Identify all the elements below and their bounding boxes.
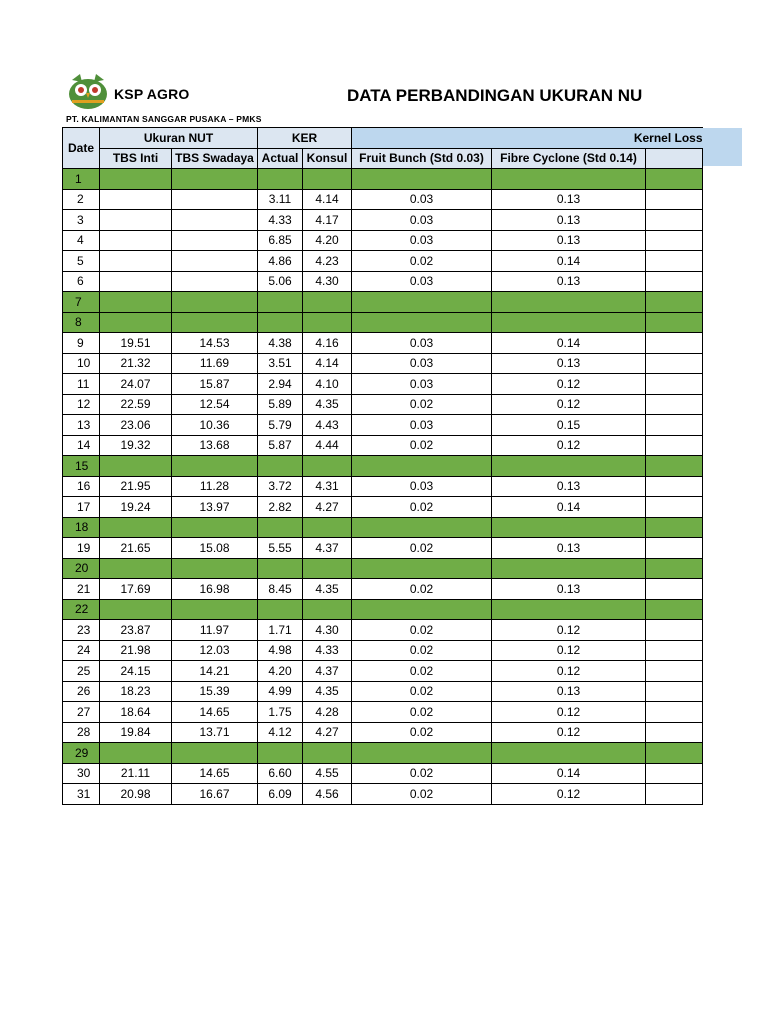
cell-fibre: [492, 517, 646, 538]
cell-swadaya: [172, 517, 258, 538]
cell-fibre: [492, 558, 646, 579]
cell-fruit: 0.02: [352, 251, 492, 272]
cell-fruit: [352, 169, 492, 190]
cell-fruit: 0.02: [352, 702, 492, 723]
table-row: [63, 169, 703, 190]
cell-swadaya: [172, 558, 258, 579]
cell-konsul: 4.27: [303, 722, 352, 743]
cell-inti: 21.11: [100, 763, 172, 784]
cell-blank: [646, 661, 703, 682]
cell-inti: 24.07: [100, 374, 172, 395]
cell-actual: 6.60: [258, 763, 303, 784]
cell-fruit: 0.02: [352, 497, 492, 518]
cell-inti: [100, 743, 172, 764]
cell-inti: 21.95: [100, 476, 172, 497]
table-row: [63, 210, 703, 231]
cell-date: 25: [63, 661, 100, 682]
cell-swadaya: 15.39: [172, 681, 258, 702]
cell-actual: [258, 456, 303, 477]
cell-actual: 5.87: [258, 435, 303, 456]
cell-fruit: [352, 312, 492, 333]
cell-konsul: [303, 517, 352, 538]
table-row: [63, 230, 703, 251]
cell-fibre: 0.13: [492, 271, 646, 292]
cell-swadaya: [172, 743, 258, 764]
cell-actual: 4.98: [258, 640, 303, 661]
header-date: Date: [63, 128, 100, 169]
cell-konsul: 4.10: [303, 374, 352, 395]
cell-inti: [100, 456, 172, 477]
cell-konsul: 4.30: [303, 620, 352, 641]
table-row: [63, 435, 703, 456]
cell-fibre: 0.12: [492, 620, 646, 641]
cell-fibre: 0.13: [492, 681, 646, 702]
cell-actual: 4.86: [258, 251, 303, 272]
header-konsul: Konsul: [303, 148, 352, 169]
cell-actual: [258, 292, 303, 313]
cell-inti: 19.51: [100, 333, 172, 354]
cell-konsul: 4.28: [303, 702, 352, 723]
cell-fruit: [352, 599, 492, 620]
cell-swadaya: 10.36: [172, 415, 258, 436]
cell-swadaya: 11.28: [172, 476, 258, 497]
table-row: [63, 415, 703, 436]
cell-fruit: [352, 517, 492, 538]
cell-fruit: 0.03: [352, 415, 492, 436]
cell-inti: [100, 599, 172, 620]
table-row: [63, 292, 703, 313]
cell-date: 10: [63, 353, 100, 374]
cell-date: 19: [63, 538, 100, 559]
cell-date: 14: [63, 435, 100, 456]
cell-konsul: [303, 599, 352, 620]
cell-swadaya: [172, 292, 258, 313]
cell-konsul: 4.20: [303, 230, 352, 251]
cell-swadaya: [172, 312, 258, 333]
table-body: [63, 169, 703, 805]
table-row: [63, 620, 703, 641]
cell-blank: [646, 271, 703, 292]
cell-date: 23: [63, 620, 100, 641]
table-row: [63, 681, 703, 702]
cell-fibre: 0.13: [492, 230, 646, 251]
cell-inti: 21.32: [100, 353, 172, 374]
cell-fruit: 0.02: [352, 784, 492, 805]
header-fruit-bunch: Fruit Bunch (Std 0.03): [352, 148, 492, 169]
cell-konsul: [303, 169, 352, 190]
cell-fibre: 0.12: [492, 640, 646, 661]
cell-fibre: 0.13: [492, 579, 646, 600]
cell-swadaya: 14.21: [172, 661, 258, 682]
cell-blank: [646, 353, 703, 374]
cell-konsul: [303, 456, 352, 477]
cell-inti: 20.98: [100, 784, 172, 805]
cell-actual: [258, 169, 303, 190]
cell-fibre: 0.12: [492, 702, 646, 723]
header-blank: [646, 148, 703, 169]
cell-actual: 4.20: [258, 661, 303, 682]
cell-actual: 4.38: [258, 333, 303, 354]
cell-actual: 1.75: [258, 702, 303, 723]
cell-fibre: 0.12: [492, 784, 646, 805]
cell-blank: [646, 435, 703, 456]
brand-name: KSP AGRO: [114, 86, 190, 102]
cell-konsul: 4.31: [303, 476, 352, 497]
cell-fruit: 0.03: [352, 230, 492, 251]
cell-konsul: 4.37: [303, 661, 352, 682]
cell-actual: 5.06: [258, 271, 303, 292]
header-kernel-loss: Kernel Loss: [352, 128, 703, 149]
cell-inti: [100, 230, 172, 251]
cell-date: 5: [63, 251, 100, 272]
cell-inti: [100, 558, 172, 579]
cell-swadaya: [172, 189, 258, 210]
cell-blank: [646, 415, 703, 436]
cell-fibre: 0.13: [492, 538, 646, 559]
cell-swadaya: [172, 271, 258, 292]
cell-konsul: 4.33: [303, 640, 352, 661]
cell-fruit: 0.03: [352, 271, 492, 292]
cell-fruit: 0.03: [352, 333, 492, 354]
cell-blank: [646, 292, 703, 313]
header-tbs-inti: TBS Inti: [100, 148, 172, 169]
table-row: [63, 763, 703, 784]
cell-fibre: 0.12: [492, 374, 646, 395]
cell-fruit: 0.02: [352, 681, 492, 702]
cell-date: 11: [63, 374, 100, 395]
cell-fruit: 0.02: [352, 579, 492, 600]
cell-date: 9: [63, 333, 100, 354]
cell-actual: 1.71: [258, 620, 303, 641]
cell-actual: 3.51: [258, 353, 303, 374]
cell-fruit: 0.02: [352, 394, 492, 415]
cell-blank: [646, 517, 703, 538]
cell-konsul: 4.27: [303, 497, 352, 518]
cell-swadaya: 11.97: [172, 620, 258, 641]
cell-actual: [258, 517, 303, 538]
table-row: [63, 784, 703, 805]
cell-fruit: 0.02: [352, 620, 492, 641]
cell-actual: 3.72: [258, 476, 303, 497]
cell-konsul: [303, 292, 352, 313]
cell-inti: [100, 517, 172, 538]
cell-swadaya: [172, 169, 258, 190]
cell-fruit: 0.02: [352, 722, 492, 743]
cell-fruit: 0.02: [352, 763, 492, 784]
table-row: [63, 558, 703, 579]
cell-blank: [646, 702, 703, 723]
cell-konsul: 4.35: [303, 579, 352, 600]
company-name: PT. KALIMANTAN SANGGAR PUSAKA – PMKS: [66, 114, 262, 124]
cell-date: 17: [63, 497, 100, 518]
cell-konsul: 4.23: [303, 251, 352, 272]
table-row: [63, 538, 703, 559]
table-row: [63, 743, 703, 764]
cell-swadaya: [172, 456, 258, 477]
cell-inti: 18.23: [100, 681, 172, 702]
cell-date: 7: [63, 292, 100, 313]
cell-swadaya: 12.54: [172, 394, 258, 415]
cell-date: 29: [63, 743, 100, 764]
cell-blank: [646, 333, 703, 354]
cell-konsul: 4.37: [303, 538, 352, 559]
cell-fibre: [492, 599, 646, 620]
cell-actual: 2.82: [258, 497, 303, 518]
table-row: [63, 456, 703, 477]
cell-fibre: 0.13: [492, 476, 646, 497]
cell-fruit: 0.02: [352, 538, 492, 559]
cell-inti: 23.06: [100, 415, 172, 436]
cell-inti: 21.65: [100, 538, 172, 559]
cell-fibre: [492, 312, 646, 333]
cell-date: 8: [63, 312, 100, 333]
cell-fruit: 0.02: [352, 435, 492, 456]
cell-blank: [646, 169, 703, 190]
cell-blank: [646, 620, 703, 641]
table-row: [63, 517, 703, 538]
cell-blank: [646, 394, 703, 415]
cell-inti: 18.64: [100, 702, 172, 723]
cell-swadaya: 14.53: [172, 333, 258, 354]
cell-konsul: 4.30: [303, 271, 352, 292]
cell-date: 15: [63, 456, 100, 477]
cell-blank: [646, 763, 703, 784]
cell-konsul: 4.14: [303, 353, 352, 374]
cell-konsul: 4.55: [303, 763, 352, 784]
cell-actual: 5.55: [258, 538, 303, 559]
cell-inti: [100, 312, 172, 333]
comparison-table: [62, 127, 703, 805]
table-row: [63, 579, 703, 600]
cell-fruit: 0.03: [352, 476, 492, 497]
cell-blank: [646, 476, 703, 497]
cell-fibre: 0.12: [492, 722, 646, 743]
cell-blank: [646, 599, 703, 620]
cell-konsul: [303, 312, 352, 333]
cell-swadaya: 14.65: [172, 702, 258, 723]
table-row: [63, 661, 703, 682]
cell-inti: 19.24: [100, 497, 172, 518]
table-row: [63, 251, 703, 272]
table-row: [63, 497, 703, 518]
table-row: [63, 476, 703, 497]
cell-inti: 17.69: [100, 579, 172, 600]
cell-swadaya: 13.97: [172, 497, 258, 518]
table-row: [63, 271, 703, 292]
cell-fruit: 0.02: [352, 640, 492, 661]
cell-date: 4: [63, 230, 100, 251]
cell-inti: 19.84: [100, 722, 172, 743]
cell-konsul: [303, 743, 352, 764]
cell-inti: 23.87: [100, 620, 172, 641]
cell-konsul: 4.35: [303, 681, 352, 702]
cell-fibre: 0.14: [492, 333, 646, 354]
cell-date: 31: [63, 784, 100, 805]
cell-date: 24: [63, 640, 100, 661]
cell-actual: 6.85: [258, 230, 303, 251]
cell-actual: 8.45: [258, 579, 303, 600]
cell-inti: [100, 271, 172, 292]
cell-actual: 6.09: [258, 784, 303, 805]
table-row: [63, 640, 703, 661]
cell-date: 21: [63, 579, 100, 600]
cell-blank: [646, 558, 703, 579]
cell-fruit: 0.03: [352, 353, 492, 374]
cell-swadaya: 12.03: [172, 640, 258, 661]
cell-actual: 3.11: [258, 189, 303, 210]
cell-date: 13: [63, 415, 100, 436]
cell-date: 2: [63, 189, 100, 210]
table-row: [63, 353, 703, 374]
cell-blank: [646, 681, 703, 702]
cell-fibre: 0.13: [492, 210, 646, 231]
cell-date: 28: [63, 722, 100, 743]
cell-fruit: 0.03: [352, 210, 492, 231]
cell-konsul: 4.44: [303, 435, 352, 456]
cell-blank: [646, 312, 703, 333]
cell-blank: [646, 640, 703, 661]
ksp-agro-logo-icon: [66, 70, 110, 110]
cell-fruit: 0.03: [352, 374, 492, 395]
cell-actual: [258, 599, 303, 620]
cell-konsul: 4.17: [303, 210, 352, 231]
cell-blank: [646, 251, 703, 272]
table-row: [63, 189, 703, 210]
cell-konsul: 4.43: [303, 415, 352, 436]
table-row: [63, 599, 703, 620]
header-actual: Actual: [258, 148, 303, 169]
cell-date: 22: [63, 599, 100, 620]
cell-actual: [258, 558, 303, 579]
cell-inti: [100, 210, 172, 231]
cell-fibre: [492, 169, 646, 190]
cell-konsul: 4.16: [303, 333, 352, 354]
cell-fibre: [492, 292, 646, 313]
cell-actual: 4.12: [258, 722, 303, 743]
cell-date: 6: [63, 271, 100, 292]
cell-swadaya: 11.69: [172, 353, 258, 374]
cell-date: 3: [63, 210, 100, 231]
cell-fibre: [492, 456, 646, 477]
cell-fibre: [492, 743, 646, 764]
cell-blank: [646, 456, 703, 477]
cell-blank: [646, 497, 703, 518]
cell-blank: [646, 722, 703, 743]
cell-blank: [646, 189, 703, 210]
cell-actual: 5.89: [258, 394, 303, 415]
cell-fibre: 0.12: [492, 661, 646, 682]
cell-fibre: 0.13: [492, 353, 646, 374]
table-row: [63, 333, 703, 354]
cell-actual: 4.99: [258, 681, 303, 702]
cell-inti: 22.59: [100, 394, 172, 415]
table-row: [63, 312, 703, 333]
cell-swadaya: 15.87: [172, 374, 258, 395]
cell-actual: [258, 312, 303, 333]
cell-swadaya: 14.65: [172, 763, 258, 784]
page-title: DATA PERBANDINGAN UKURAN NU: [347, 86, 643, 105]
cell-inti: 19.32: [100, 435, 172, 456]
cell-inti: [100, 251, 172, 272]
cell-swadaya: 13.71: [172, 722, 258, 743]
cell-blank: [646, 784, 703, 805]
cell-swadaya: [172, 599, 258, 620]
cell-konsul: 4.35: [303, 394, 352, 415]
cell-konsul: 4.14: [303, 189, 352, 210]
cell-fibre: 0.15: [492, 415, 646, 436]
cell-actual: [258, 743, 303, 764]
cell-swadaya: [172, 210, 258, 231]
cell-inti: [100, 292, 172, 313]
cell-blank: [646, 579, 703, 600]
cell-swadaya: [172, 230, 258, 251]
cell-date: 16: [63, 476, 100, 497]
cell-fibre: 0.12: [492, 394, 646, 415]
cell-blank: [646, 743, 703, 764]
cell-swadaya: 15.08: [172, 538, 258, 559]
cell-actual: 4.33: [258, 210, 303, 231]
table-row: [63, 702, 703, 723]
cell-fibre: 0.13: [492, 189, 646, 210]
cell-fruit: [352, 456, 492, 477]
table-row: [63, 394, 703, 415]
cell-inti: 24.15: [100, 661, 172, 682]
cell-fibre: 0.12: [492, 435, 646, 456]
table-row: [63, 722, 703, 743]
header-ker: KER: [258, 128, 352, 149]
cell-blank: [646, 210, 703, 231]
header-ukuran-nut: Ukuran NUT: [100, 128, 258, 149]
cell-blank: [646, 538, 703, 559]
cell-swadaya: 16.98: [172, 579, 258, 600]
cell-date: 12: [63, 394, 100, 415]
cell-date: 26: [63, 681, 100, 702]
cell-actual: 2.94: [258, 374, 303, 395]
cell-inti: [100, 169, 172, 190]
cell-konsul: [303, 558, 352, 579]
cell-blank: [646, 230, 703, 251]
data-table-container: [62, 127, 703, 805]
header-tbs-swadaya: TBS Swadaya: [172, 148, 258, 169]
cell-date: 18: [63, 517, 100, 538]
cell-fruit: 0.02: [352, 661, 492, 682]
cell-fibre: 0.14: [492, 497, 646, 518]
header-fibre-cyclone: Fibre Cyclone (Std 0.14): [492, 148, 646, 169]
cell-blank: [646, 374, 703, 395]
cell-fruit: [352, 743, 492, 764]
cell-date: 30: [63, 763, 100, 784]
cell-swadaya: 13.68: [172, 435, 258, 456]
cell-inti: [100, 189, 172, 210]
cell-swadaya: 16.67: [172, 784, 258, 805]
cell-fruit: 0.03: [352, 189, 492, 210]
cell-actual: 5.79: [258, 415, 303, 436]
cell-fruit: [352, 292, 492, 313]
cell-fibre: 0.14: [492, 251, 646, 272]
cell-konsul: 4.56: [303, 784, 352, 805]
cell-fibre: 0.14: [492, 763, 646, 784]
cell-date: 1: [63, 169, 100, 190]
cell-date: 27: [63, 702, 100, 723]
cell-fruit: [352, 558, 492, 579]
cell-inti: 21.98: [100, 640, 172, 661]
cell-date: 20: [63, 558, 100, 579]
cell-swadaya: [172, 251, 258, 272]
table-row: [63, 374, 703, 395]
